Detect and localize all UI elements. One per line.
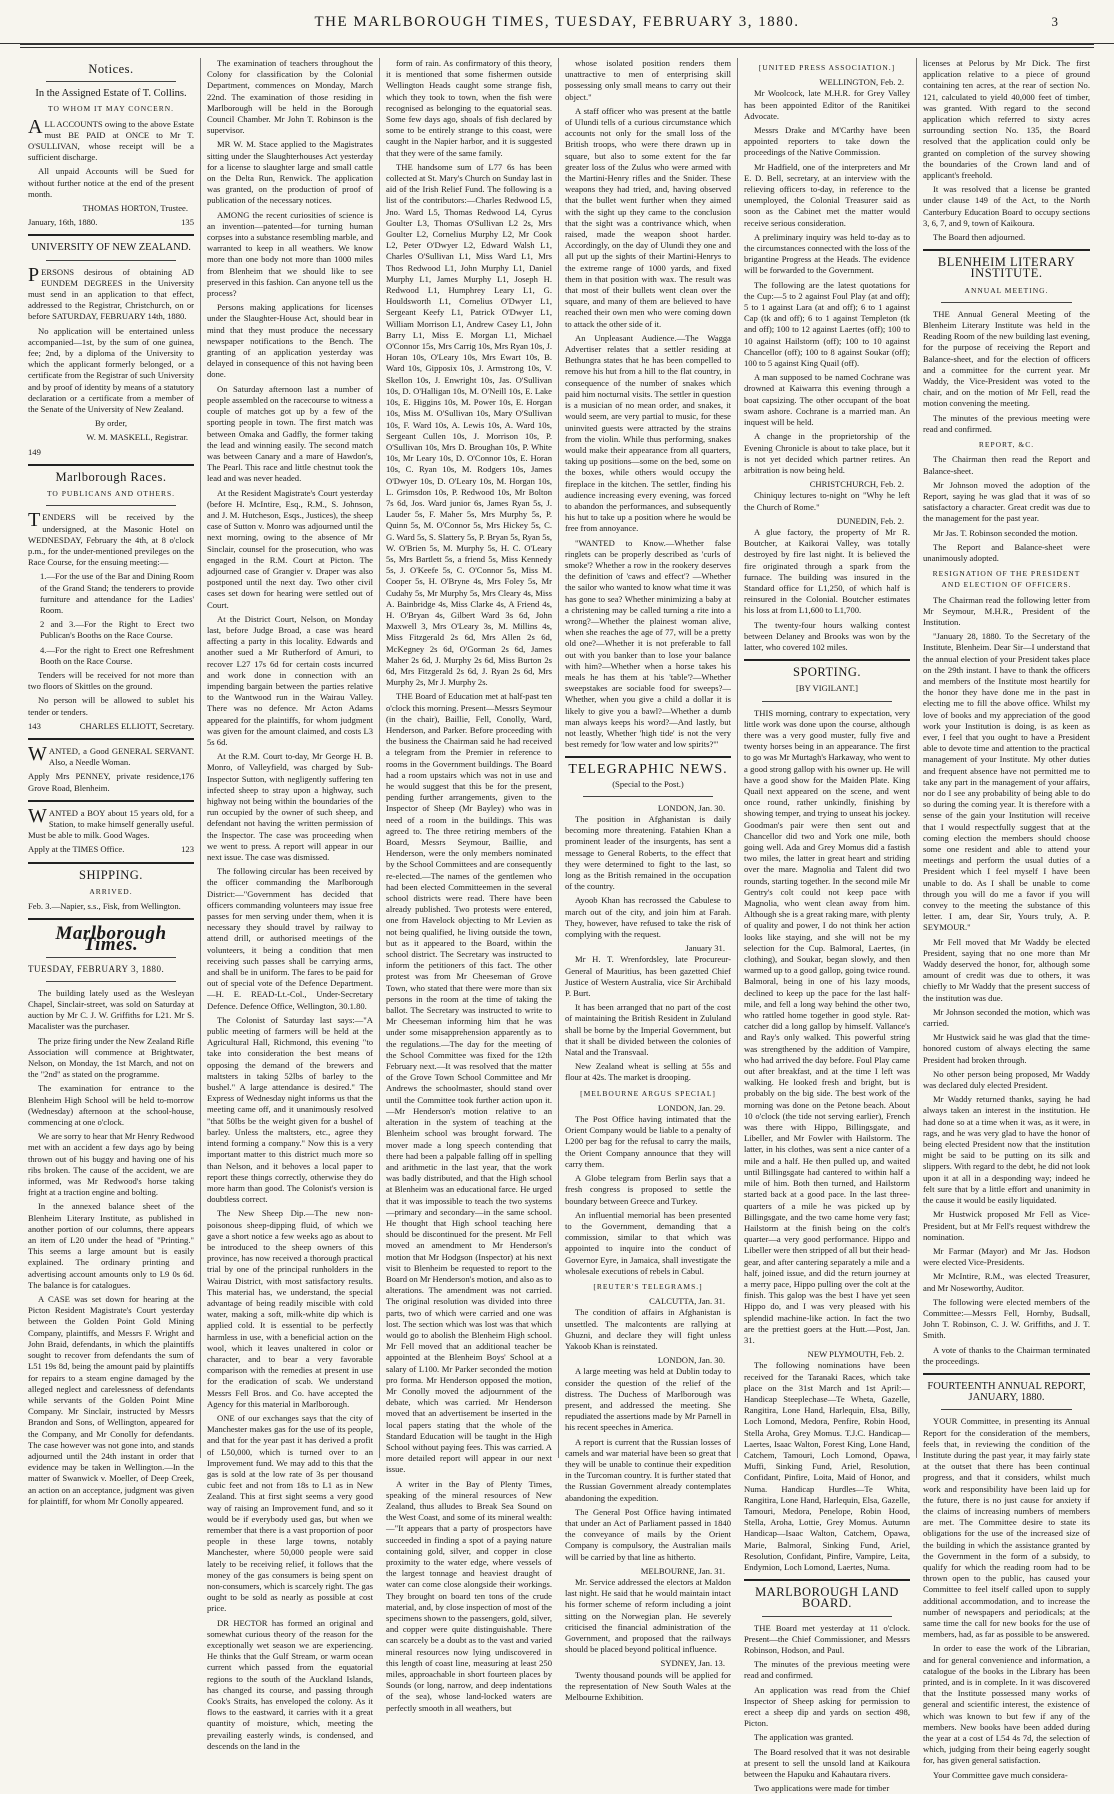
- news-paragraph: Mr Hustwick proposed Mr Fell as Vice-President, but at Mr Fell's request withdrew the nomination.: [923, 1209, 1090, 1242]
- column-2: [201, 58, 380, 1751]
- telegram: A Globe telegram from Berlin says that a fresh congress is proposed to settle the boundary between Greece and Turkey.: [565, 1173, 731, 1206]
- literary-institute-subheading: ANNUAL MEETING.: [964, 285, 1049, 295]
- divider: [923, 1373, 1090, 1375]
- shipping-subheading: ARRIVED.: [89, 886, 133, 896]
- telegram-source: [MELBOURNE ARGUS SPECIAL]: [580, 1088, 716, 1098]
- news-paragraph: AMONG the recent curiosities of science is an invention—patented—for turning human corpses into a substance resembling marble, and warranted to keep in all weathers. We know more than one body not more than 1000 miles from Blenheim that we should like to see preserved in this fashion. Can anyone tell us the process?: [207, 209, 373, 299]
- news-paragraph: The New Sheep Dip.—The new non-poisonous sheep-dipping fluid, of which we gave a short notice a few weeks ago as about to be introduced to the sheep owners of this province, has now received a thorough practical trial by one of the principal runholders in the Wairau District, with most satisfactory results. This material has, we understand, the special advantage of being readily miscible with cold water, making a soft, milk-white dip which is applied cold. It is essential to be perfectly harmless in use, with a beneficial action on the wool, which it leaves unaltered in color or character, and to bear a very favorable comparison with the remedies at present in use for the eradication of scab. We understand Messrs Fell Bros. and Co. have accepted the Agency for this material in Marlborough.: [207, 1208, 373, 1409]
- local-news-item: The examination for entrance to the Blenheim High School will be held to-morrow (Wednesday) afternoon at the school-house, commencing at one o'clock.: [28, 1083, 194, 1128]
- races-subheading: TO PUBLICANS AND OTHERS.: [46, 489, 176, 499]
- dateline: LONDON, Jan. 30.: [657, 802, 725, 813]
- notice-body: PERSONS desirous of obtaining AD EUNDEM DEGREES in the University must send in an application to that effect, addressed to the Registrar, Christchurch, on or before SATURDAY, FEBRUARY 14th, 1880.: [28, 263, 194, 322]
- notice-body: All unpaid Accounts will be Sued for without further notice at the end of the present month.: [28, 166, 194, 199]
- telegram: Mr. Service addressed the electors at Maldon last night. He said that he would maintain intact his former scheme of reform including a joint sitting on the Norwegian plan. He severely criticised the financial administration of the Government, and proposed that the railways should be placed beyond political influence.: [565, 1577, 731, 1655]
- dateline: WELLINGTON, Feb. 2.: [819, 77, 904, 88]
- news-paragraph: MR W. M. Stace applied to the Magistrates sitting under the Slaughterhouses Act yesterday for a license to slaughter large and small cattle on the Delta Run, Renwick. The application was granted, on the production of proof of publication of the necessary notices.: [207, 139, 373, 206]
- sporting-heading: SPORTING.: [793, 665, 861, 680]
- divider: [28, 862, 194, 864]
- news-paragraph: form of rain. As confirmatory of this theory, it is mentioned that some fishermen outside Wellington Heads caught some strange fish, which they took to town, when the fish were recognised as belonging to the equatorial seas. Some few days ago, shoals of fish declared by some to be entirely strange to this coast, were caught in the Napier harbor, and it is suggested that they were of the same family.: [386, 58, 552, 158]
- divider: [762, 1616, 892, 1617]
- local-news-item: The prize firing under the New Zealand Rifle Association will commence at Brightwater, Nelson, on Monday, the 1st March, and not on the "2nd" as stated on the programme.: [28, 1035, 194, 1080]
- page-columns: [22, 58, 1096, 1794]
- news-paragraph: No other person being proposed, Mr Waddy was declared duly elected President.: [923, 1068, 1090, 1091]
- wanted-apply: Apply at the TIMES Office.: [28, 844, 125, 855]
- telegram: Messrs Drake and M'Carthy have been appointed reporters to take down the proceedings of the Native Commission.: [744, 125, 910, 158]
- news-paragraph: Mr Johnson moved the adoption of the Report, saying he was glad that it was of so satisfactory a character. Great credit was due to the management for the past year.: [923, 479, 1090, 524]
- telegram: The position in Afghanistan is daily becoming more threatening. Fatahien Khan a prominent leader of the insurgents, has sent a message to General Roberts, to the effect that they were determined to fight to the last, so long as the British remained in the occupation of the country.: [565, 814, 731, 892]
- news-paragraph: The Colonist of Saturday last says:—"A public meeting of farmers will be held at the Agricultural Hall, Richmond, this evening "to take into consideration the best means of opposing the demand of the brewers and maltsters in taking 52lbs of barley to the bushel." A large attendance is desired." The Express of Wednesday night informs us that the meeting came off, and it unanimously resolved "that 50lbs be the weight given for a bushel of barley. Unless the maltsters, etc., agree they intend forming a company." Now this is a very important matter to this district much more so than Nelson, and it behoves a local paper to report these things correctly, otherwise they do more harm than good. The Colonist's version is doubtless correct.: [207, 1014, 373, 1205]
- section-subheading: REPORT, &C.: [978, 440, 1035, 450]
- notice-signature: W. M. MASKELL, Registrar.: [86, 432, 188, 443]
- news-paragraph: The minutes of the previous meeting were read and confirmed.: [923, 412, 1090, 434]
- news-paragraph: THE Board of Education met at half-past ten o'clock this morning. Present—Messrs Seymour (in the chair), Baillie, Fell, Conolly, Ward, Henderson, and Parker. Before proceeding with the business the Chairman said he had received a telegram from the Premier in reference to rooms in the Government buildings. The Board had a room upstairs which was not in use and he would suggest that this be for the present, pending further arrangements, given to the Inspector of Sheep (Mr Bayley) who was in need of a room in the buildings. This was agreed to. The three retiring members of the Board, Messrs Seymour, Baillie, and Henderson, were the only members nominated by the School Committees and are consequently re-elected.—The names of the gentlemen who had been elected Committeemen in the several school districts were read. There have been already published. Two protests were entered, one from Havelock objecting to Mr Levien as not being qualified, he living outside the town, but as it appeared to the Board, within the school district. The Secretary was instructed to inform the petitioners of this fact. The other protest was from Mr Cheeseman of Grove Town, who stated that there were more than six persons in the room at the time of taking the ballot. The Secretary was instructed to write to Mr Cheeseman informing him that he was under some misapprehension apparently as to the regulations.—The day for the meeting of the School Committee was fixed for the 12th February next.—It was resolved that the matter of the Grove Town School Committee and Mr Andrews the schoolmaster, should stand over until the Committee took further action upon it.—Mr Henderson's motion relative to an alteration in the system of teaching at the Blenheim school was brought forward. The mover made a long speech contending that there had been a palpable falling off in spelling and arithmetic in the last year, that the work was badly distributed, and that the High school at Blenheim was an educational farce. He urged that it was impossible to teach the two systems—primary and secondary—in the same school. He thought that High school teaching here should be discontinued for the present. Mr Fell moved an amendment to Mr Henderson's motion that Mr Hodgson (Inspector) at his next visit to Blenheim be requested to report to the Board on Mr Henderson's motion, and also as to alterations. The amendment was not carried. The original resolution was divided into three parts, two of which were carried and one was lost. The section which was lost was that which would go to abolish the Blenheim High school. Mr Fell moved that an additional teacher be appointed at the Blenheim Boys' School at a salary of L100. Mr Parker seconded the motion pro forma. Mr Henderson opposed the motion, Mr Conolly moved the adjournment of the debate, which was carried. Mr Henderson moved that an advertisement be inserted in the local papers stating that the whole of the Standard Education will be taught in the High School without paying fees. This was carried. A more detailed report will appear in our next issue.: [386, 691, 553, 1475]
- sporting-article: THIS morning, contrary to expectation, very little work was done upon the course, although there was a very good muster, fully five and twenty horses being in an appearance. The first to go was Mr Murtagh's Harkaway, who went to a good strong gallop with his owner up. He will have a good show for the Maiden Plate. King Quail next appeared on the scene, and went once round, rather unkindly, finishing by showing temper, and trying to unseat his jockey. Goodman's pair were then sent out and Chancellor did two and York one mile, both going well. Ada and Grey Momus did a fastish two miles, the latter in great heart and striding over the mare. Magnolia and Talent did two rounds, starting together. In the second mile Mr Gentry's colt could not keep pace with Magnolia, who went clean away from him. Although she is a great raking mare, with plenty of quality and power, I do not think her action looks like staying, and she will not be my selection for the Cup. Balmoral, Laertes, (in clothing), and Soukar, began slowly, and then warmed up to a good gallop, going twice round. Balmoral, being in one of his lazy moods, declined to keep up the pace for the last half-mile, and fell a long way behind the other two, who rattled home together in good style. Rat-catcher did a long gallop by himself. Vallance's and Ray's only walked. This powerful string was strengthened by the addition of Vampire, who had arrived the day before. Foul Play came out after breakfast, and at the time I left was walking. He looked fresh and bright, but is probably on the big side. The best work of the morning was done on the Petone beach. About 10 o'clock (the tide not serving earlier), French was there with Hippo, Billingsgate, and Libeller, and Mr Fowler with Hailstorm. The latter, in his clothes, was sent a nice canter of a mile and a half. He then pulled up, and waited until Billingsgate had cantered to within half a mile of him. Both then turned, and Hailstorm started back at a good pace. In the last three-quarters of a mile he was picked up by Billingsgate, and the two came home very fast; Hailstorm at the finish being on the colt's quarter—a very good performance. Hippo and Libeller were then stripped of all but their head-gear, and after cantering separately a mile and a half, joined issue, and did the return journey at a merry pace, Hippo pulling over the colt at the finish. This galop was the best I have yet seen Hippo do, and I was very pleased with his splendid machine-like action. In fact the two are the prettiest goers at the Hutt.—Post, Jan. 31.: [744, 707, 910, 1345]
- news-paragraph: "WANTED to Know.—Whether false ringlets can be properly described as 'curls of smoke'? Whether a row in the rookery deserves the definition of 'caws and effect'? —Whether the sailor who wanted to know what time it was has gone to sea? Whether minimizing a baby at a christening may be called turning a rite into a wrong?—Whether the plainest woman alive, when she reaches the age of 77, will be a pretty old one?—Whether it is not preferable to fall out with you banker than to lose your balance with him?—Whether when a horse takes his meals he has them at his 'table'?—Whether sweepstakes are sociable food for sweeps?—Whether, when you give a child a dollar it is likely to give you a bawl?—Whether a dumb man always keeps his word?—And lastly, but not leastly, Whether 'high tide' is not the very best remedy for 'low water and low spirits?'": [565, 537, 731, 750]
- dateline: SYDNEY, Jan. 13.: [660, 1658, 725, 1669]
- notice-signature: THOMAS HORTON, Trustee.: [82, 203, 188, 214]
- notice-order: By order,: [94, 418, 128, 429]
- news-paragraph: At the R.M. Court to-day, Mr George H. B. Monro, of Valleyfield, was charged by Sub-Inspector Sutton, with negligently suffering ten infected sheep to stray upon a highway, such highway not being within the boundaries of the run occupied by the owner of such sheep, and defendant not having the written permission of the Inspector. The case was proceeding when we went to press. A report will appear in our next issue. The case was dismissed.: [207, 751, 373, 863]
- news-paragraph: The examination of teachers throughout the Colony for classification by the Colonial Department, commences on Monday, March 22nd. The examination of those residing in Marlborough will be held in the Borough Council Chamber. Mr John T. Robinson is the supervisor.: [207, 58, 373, 136]
- shipping-entry: Feb. 3.—Napier, s.s., Fisk, from Wellington.: [28, 900, 181, 911]
- literary-institute-heading: BLENHEIM LITERARY INSTITUTE.: [937, 255, 1076, 281]
- notice-number: 149: [28, 446, 41, 457]
- news-paragraph: The Report and Balance-sheet were unanimously adopted.: [923, 541, 1090, 563]
- news-paragraph: Persons making applications for licenses under the Slaughter-House Act, should bear in mind that they must produce the necessary newspaper notifications to the Bench. The granting of an application yesterday was delayed in consequence of this not having been done.: [207, 302, 373, 380]
- telegram: A large meeting was held at Dublin today to consider the question of the relief of the distress. The Duchess of Marlborough was present, and addressed the meeting. She repudiated the assertions made by Mr Parnell in his recent speeches in America.: [565, 1366, 731, 1433]
- races-body: No person will be allowed to sublet his tender or tenders.: [28, 695, 194, 717]
- annual-report-heading: FOURTEENTH ANNUAL REPORT, JANUARY, 1880.: [927, 1380, 1086, 1404]
- telegram: Mr Hadfield, one of the interpreters and Mr E. D. Bell, secretary, at an interview with the relieving officers to-day, in reference to the unemployed, the Colonial Treasurer said as soon as the Cabinet met the matter would receive serious consideration.: [744, 161, 910, 228]
- wanted-apply: Apply Mrs PENNEY, private residence, Grove Road, Blenheim.: [28, 771, 182, 793]
- news-paragraph: On Saturday afternoon last a number of people assembled on the racecourse to witness a couple of matches got up by a few of the sporting people in town. The first match was between Omaka and Gadfly, the former taking the lead and winning easily. The second match was between Canary and a mare of Hawdon's, The Pearl. This race and little chestnut took the lead and was never headed.: [207, 383, 373, 484]
- list-item: 2 and 3.—For the Right to Erect two Publican's Booths on the Race Course.: [40, 619, 194, 641]
- news-paragraph: The minutes of the previous meeting were read and confirmed.: [744, 1659, 910, 1681]
- dateline: LONDON, Jan. 29.: [657, 1102, 725, 1113]
- divider: [28, 738, 194, 740]
- divider: [46, 957, 176, 958]
- news-paragraph: THE Board met yesterday at 11 o'clock. Present—the Chief Commissioner, and Messrs Robinson, Hodson, and Paul.: [744, 1622, 910, 1656]
- column-4: [559, 58, 738, 1703]
- news-paragraph: The Chairman then read the Report and Balance-sheet.: [923, 454, 1090, 476]
- telegram: The General Post Office having intimated that under an Act of Parliament passed in 1840 the conveyance of mails by the Orient Company is compulsory, the Australian mails will be carried by that line as hitherto.: [565, 1506, 731, 1562]
- divider: [744, 1579, 910, 1581]
- telegram: The Post Office having intimated that the Orient Company would be liable to a penalty of L200 per bag for the refusal to carry the mails, the Orient Company announce that they will carry them.: [565, 1114, 731, 1169]
- news-paragraph: The application was granted.: [754, 1732, 854, 1743]
- notice-dateline: [28, 217, 194, 228]
- telegram: A change in the proprietorship of the Evening Chronicle is about to take place, but it is not yet decided which partner retires. An arbitration is now being held.: [744, 431, 910, 475]
- news-paragraph: licenses at Pelorus by Mr Dick. The first application relative to a piece of ground containing ten acres, at the rear of section No. 121, calculated to yield 40,000 feet of timber, was granted. With regard to the second application which referred to sixty acres surrounding section No. 135, the Board resolved that the application could only be granted on completion of the survey showing the boundaries of the Crown land and of applicant's freehold.: [923, 58, 1090, 181]
- news-paragraph: An application was read from the Chief Inspector of Sheep asking for permission to erect a sheep dip and yards on section 498, Picton.: [744, 1684, 910, 1729]
- newspaper-title: Marlborough Times.: [55, 923, 167, 956]
- news-paragraph: The following were elected members of the Committee:—Messrs Fell, Hornby, Budsall, John T. Robinson, C. J. W. Griffiths, and J. T. Smith.: [923, 1296, 1090, 1341]
- column-3: [380, 58, 559, 1713]
- telegram: Mr H. T. Wrenfordsley, late Procureur-General of Mauritius, has been gazetted Chief Justice of Western Australia, vice Sir Archibald P. Burt.: [565, 954, 731, 999]
- telegram: A man supposed to be named Cochrane was drowned at Kaiwarra this evening through a boat capsizing. The other occupant of the boat swam ashore. Cochrane is a married man. An inquest will be held.: [744, 372, 910, 428]
- news-paragraph: At the District Court, Nelson, on Monday last, before Judge Broad, a case was heard affecting a party in this locality. Edwards and another sued a Mr Rutherford of Amuri, to recover L27 17s 6d for certain costs incurred and work done in connection with an impending bargain between the parties relative to the Wantwood run in the Wairau Valley. There was no defence. Mr Acton Adams appeared for the plaintiffs, for whom judgment was given for the amount claimed, and costs L3 5s 6d.: [207, 613, 373, 747]
- telegram: An influential memorial has been presented to the Government, demanding that a commission, similar to that which was appointed to inquire into the conduct of Governor Eyre, in Jamaica, shall investigate the wholesale executions of rebels in Cabul.: [565, 1209, 731, 1276]
- divider: [46, 81, 176, 82]
- news-paragraph: Your Committee gave much considera-: [933, 1769, 1068, 1780]
- local-news-item: We are sorry to hear that Mr Henry Redwood met with an accident a few days ago by being thrown out of his buggy and having one of his ribs broken. The cause of the accident, we are informed, was Mr Redwood's horse taking fright at a traction engine and bolting.: [28, 1131, 194, 1198]
- masthead-title: THE MARLBOROUGH TIMES, TUESDAY, FEBRUARY 3, 1880.: [314, 14, 800, 30]
- news-paragraph: In order to ease the work of the Librarian, and for general convenience and information, a catalogue of the books in the Library has been printed, and is in complete. In it was discovered that the Institute possessed many works of general and scientific interest, the existence of which was known to but few if any of the members. New books have been added during the year at a cost of L54 4s 7d, the selection of which, judging from their being eagerly sought for, has given general satisfaction.: [923, 1643, 1090, 1766]
- news-paragraph: THE handsome sum of L77 6s has been collected at St. Mary's Church on Sunday last in aid of the Irish Relief Fund. The following is a list of the contributors:—Charles Redwood L5, Jno. Ward L5, Thomas Redwood L4, Cyrus Goulter L3, Thomas O'Sullivan L2 2s, Mrs Goulter L2, Cornelius Murphy L2, Mr Cook L2, Peter O'Dwyer L2, Edward Walsh L1, Charles O'Sullivan L1, Miss Ward L1, Mrs Thos Redwood L1, John Murphy L1, Daniel Murphy L1, James Murphy L1, Joseph H. Redwood L1, Humphrey Leary L1, G. Houldsworth L1, Cornelius O'Dwyer L1, Sergeant Keefy L1, Patrick O'Dwyer L1, William Morrison L1, Andrew Casey L1, John Barry L1, Miss E. Morgan L1, Michael O'Connor 15s, Mrs Carrig 10s, Mrs Ryan 10s, J. Horan 10s, O'Leary 10s, Mrs Ewart 10s, B. Ward 10s, Gipposix 10s, J. Armstrong 10s, V. Skellon 10s, J. Enwright 10s, Jas. O'Sullivan 10s, D. O'Halligan 10s, M. O'Neill 10s, E. Lake 10s, E. Higgins 10s, M. Power 10s, E. Horgan 10s, Miss M. O'Sullivan 10s, Mary O'Sullivan 10s, F. Ward 10s, A. Lewis 10s, A. Ward 10s, Sergeant Cullen 10s, J. Morrison 10s, P. O'Sullivan 10s, Mrs D. Broughan 10s, P. White 10s, Mr Leary 10s, D. O'Connor 10s, E. Horan 10s, C. Ryan 10s, M. Rodgers 10s, James O'Dwyer 10s, D. O'Leary 10s, M. Horgan 10s, L. Grimsdon 10s, P. Redwood 10s, Mr Bolton 7s 6d, Jos. Ward junior 6s, James Ryan 5s, J. Lauder 5s, F. Maher 5s, Mrs Murphy 5s, P. Quinn 5s, M. O'Connor 5s, Mrs Hickey 5s, C. G. Ward 5s, S. Slattery 5s, P. Bryan 5s, Ryan 5s, W. O'Brien 5s, M. Murphy 5s, H. C. O'Leary 5s, Mrs Bartlett 5s, a friend 5s, Miss Kennedy 5s, J. O'Keefe 5s, C. O'Connor 5s, Miss M. Cooper 5s, H. O'Bryne 4s, Mrs Foley 5s, Mr Cudahy 5s, Mr Murphy 5s, Mrs Cleary 4s, Miss A. Bainbridge 4s, Miss Clarke 4s, A Friend 4s, H. O'Bryan 4s, Gilbert Ward 3s 6d, John Maxwell 3, Mrs O'Leary 3s, M. Millins 4s, Miss Fitzgerald 2s 6d, Mrs Allen 2s 6d, McKegney 2s 6d, O'Gorman 2s 6d, James Maher 2s 6d, J. Murphy 2s 6d, Miss Burton 2s 6d, Mrs Fitzgerald 2s 6d, J. Ryan 2s 6d, Mrs Murphy 2s, Mr J. Murphy 2s.: [386, 161, 552, 688]
- divider: [941, 1409, 1072, 1410]
- dateline: CHRISTCHURCH, Feb. 2.: [809, 479, 904, 490]
- local-news-item: In the annexed balance sheet of the Blenheim Literary Institute, as published in another portion of our columns, there appears an item of L20 under the head of "Printing." This seems a large amount but is easily explained. The ordinary printing and advertising account amounts only to L9 0s 6d. The balance is for catalogues.: [28, 1201, 194, 1290]
- section-subheading: RESIGNATION OF THE PRESIDENT AND ELECTION OF OFFICERS.: [932, 569, 1081, 590]
- divider: [762, 701, 892, 702]
- wanted-ad: WANTED a BOY about 15 years old, for a Station, to make himself generally useful. Must be able to milk. Good Wages.: [28, 804, 194, 841]
- masthead-rule: [20, 44, 1094, 48]
- races-body: TENDERS will be received by the undersigned, at the Masonic Hotel on WEDNESDAY, February the 4th, at 8 o'clock p.m., for the under-mentioned previleges on the Race Course, for the ensuing meeting:—: [28, 509, 194, 568]
- notice-body: No application will be entertained unless accompanied—1st, by the sum of one guinea, fee; 2nd, by a diploma of the University to which the applicant formerly belonged, or a certificate from the Registrar of such University and by proof of identity by means of a statutory declaration or a certificate from a member of the Senate of the University of New Zealand.: [28, 325, 194, 415]
- news-paragraph: Mr Hustwick said he was glad that the time-honored custom of always electing the same President had broken through.: [923, 1032, 1090, 1065]
- news-paragraph: The Board then adjourned.: [933, 232, 1026, 243]
- news-paragraph: Mr Farmar (Mayor) and Mr Jas. Hodson were elected Vice-Presidents.: [923, 1245, 1090, 1268]
- news-paragraph: Mr Johnson seconded the motion, which was carried.: [923, 1006, 1090, 1029]
- local-news-item: The building lately used as the Wesleyan Chapel, Sinclair-street, was sold on Saturday at auction by Mr C. J. W. Griffiths for L21. Mr S. Macalister was the purchaser.: [28, 987, 194, 1032]
- telegram: A glue factory, the property of Mr R. Boutcher, at Kaikorai Valley, was totally destroyed by fire last night. It is believed the fire originated through a spark from the furnace. The building was insured in the Standard office for L1,250, of which half is reinsured in the Colonial. Boutcher estimates his loss at from L1,600 to L1,700.: [744, 526, 910, 616]
- news-paragraph: The Chairman read the following letter from Mr Seymour, M.H.R., President of the Institution.: [923, 594, 1090, 627]
- dateline: LONDON, Jan. 30.: [657, 1355, 725, 1366]
- divider: [565, 756, 731, 758]
- column-5: [738, 58, 917, 1794]
- news-paragraph: A writer in the Bay of Plenty Times, speaking of the mineral resources of New Zealand, thus alludes to Break Sea Sound on the West Coast, and some of its mineral wealth:—"It appears that a party of prospectors have succeeded in finding a spot of a paying nature containing gold, silver, and copper in close proximity to the water edge, where vessels of the largest tonnage and heaviest draught of water can come close alongside their workings. They brought on board ten tons of the crude material, and, by close inspection of most of the specimens shown to the passengers, gold, silver, and copper were quite distinguishable. There can scarcely be a doubt as to the vast and varied mineral resources now lying undiscovered in this length of coast line, measuring at least 250 miles, approachable in short fourteen places by Sounds (or long, narrow, and deep indentations of the sea), whose land-locked waters are perfectly smooth in all weathers, but: [386, 1478, 553, 1713]
- notice-body: ALL ACCOUNTS owing to the above Estate must BE PAID at ONCE to Mr T. O'SULLIVAN, whose receipt will be a sufficient discharge.: [28, 115, 194, 163]
- list-item: 4.—For the right to Erect one Refreshment Booth on the Race Course.: [40, 644, 194, 666]
- news-paragraph: YOUR Committee, in presenting its Annual Report for the consideration of the members, feels that, in reviewing the condition of the Institute during the past year, it may fairly state at the outset that there has been continual progress, and that it considers, whilst much work and responsibility have been laid up for the future, there is no just cause for anxiety if the claims of increasing numbers of members are met. The Committee desire to state its obligations for the use of the increased size of the building in which the assistance granted by the Government in the form of a subsidy, to qualify for which the reading room had to be thrown open to the public, has caused your Committee to feel itself called upon to supply additional accommodation, and to increase the number of newspapers and periodicals; at the same time the call for new books for the use of members, had, as far as possible to be answered.: [923, 1416, 1090, 1640]
- races-signature: [28, 721, 194, 732]
- news-paragraph: Two applications were made for timber: [754, 1783, 890, 1794]
- local-news-item: A CASE was set down for hearing at the Picton Resident Magistrate's Court yesterday between the Golden Point Gold Mining Company, plaintiffs, and Messrs F. Wright and John Braid, defendants, in which the plaintiffs sought to recover from defendants the sum of L51 19s 8d, being the amount paid by plaintiffs for repairs to a steam engine damaged by the alleged neglect and carelessness of defendants while servants of the Golden Point Mine Company. Mr Sinclair, instructed by Messrs Brandon and Sons, of Wellington, appeared for the Company, and Mr Conolly for defendants. The case however was not gone into, and stands adjourned until the 24th instant in order that evidence may be taken in Wellington.—In the matter of Swanwick v. Moeller, of Deep Creek, an action on an acceptance, judgment was given for plaintiff, for whom Mr Conolly appeared.: [28, 1294, 194, 1506]
- sporting-article: The following nominations have been received for the Taranaki Races, which take place on the 31st March and 1st April:—Handicap Steeplechase—Te Wheta, Gazelle, Rangitira, Lone Hand, Harlequin, Elsa, Billy, Loch Lomond, Medora, Penfire, Robin Hood, Stella Aroha, Grey Momus. T.J.C. Handicap—Laertes, Isaac Walton, Forest King, Lone Hand, Catchem, Tamouri, Loch Lomond, Opawa, Muffi, Sinking Fund, Ariel, Resolution, Confidant, Pinfire, Loita, Maid of Honor, and Numa. Handicap Hurdles—Te Whita, Rangitira, Lone Hand, Harlequin, Elsa, Gazelle, Tamouri, Medora, Penelope, Robin Hood, Stella, Aroha, Lottie, Grey Momus. Autumn Handicap—Isaac Walton, Catchem, Opawa, Marie, Balmoral, Sinking Fund, Ariel, Resolution, Confidant, Pinfire, Vampire, Leita, Endymion, Loch Lomond, Laertes, Numa.: [744, 1360, 910, 1572]
- divider: [923, 249, 1090, 251]
- news-paragraph: THE Annual General Meeting of the Blenheim Literary Institute was held in the Reading Room of the new building last evening, for the purpose of receiving the Report and Balance-sheet, and for the election of officers and a committee for the current year. Mr Waddy, the Vice-President was voted to the chair, and on the motion of Mr Fell, read the motion convening the meeting.: [923, 308, 1090, 409]
- divider: [28, 800, 194, 802]
- column-6: [917, 58, 1096, 1780]
- dateline: DUNEDIN, Feb. 2.: [836, 515, 904, 526]
- news-paragraph: An Unpleasant Audience.—The Wagga Advertiser relates that a settler residing at Bethungra states that he has been compelled to remove his hut from a hill to the flat country, in consequence of the number of snakes which paid him nocturnal visits. The settler in question is a musician of no mean order, and snakes, it would seem, are very partial to music, for these uninvited guests were attracted by the strains from the violin. While thus performing, snakes would make their appearance from all quarters, taking up positions—some on the bed, some on the boxes, while others would occupy the fireplace in the kitchen. The settler, finding his audience increasing every evening, was forced to abandon the performances, and subsequently his hut to take up a position where he would be free from annoyance.: [565, 332, 731, 534]
- news-paragraph: A vote of thanks to the Chairman terminated the proceedings.: [923, 1344, 1090, 1366]
- telegraphic-heading: TELEGRAPHIC NEWS.: [568, 762, 728, 778]
- divider: [583, 796, 713, 797]
- news-paragraph: "January 28, 1880. To the Secretary of the Institute, Blenheim. Dear Sir—I understand that the annual election of your President takes place on the 29th instant. I have to thank the officers and members of the Institute most heartily for the honor they have done me in the past in electing me to fill the above office. Whilst my love of books and my appreciation of the good work your Institution is doing, is as keen as ever, I feel that you ought to have a President able to devote time and attention to the practical management of your Institute. My other duties and frequent absence have not permitted me to take any part in the management of your affairs, nor do I see any probability of being able to do so during the coming year. It is therefore with a sense of the gain your Institution will receive that I would respectfully suggest that at the coming election the members should choose some one resident and able to attend your meetings and perform the usual duties of a President which I feel myself I have been unable to do. As I shall be unable to come through you will do me a favor if you will convey to the meeting the substance of this letter. I am, dear Sir, Yours truly, A. P. SEYMOUR.": [923, 631, 1090, 933]
- races-items: [28, 571, 194, 667]
- notice-title: UNIVERSITY OF NEW ZEALAND.: [31, 242, 191, 254]
- column-1: [22, 58, 201, 1506]
- telegram-source: [REUTER'S TELEGRAMS.]: [593, 1281, 703, 1291]
- telegraphic-subheading: (Special to the Post.): [612, 778, 684, 789]
- telegram: The twenty-four hours walking contest between Delaney and Brooks was won by the latter, who covered 102 miles.: [744, 619, 910, 652]
- land-board-heading: MARLBOROUGH LAND BOARD.: [755, 1585, 899, 1611]
- notice-dateline: [28, 447, 194, 458]
- notice-subtitle: TO WHOM IT MAY CONCERN.: [48, 104, 174, 114]
- divider: [46, 981, 176, 982]
- divider: [28, 918, 194, 920]
- notice-title: In the Assigned Estate of T. Collins.: [35, 88, 187, 100]
- news-paragraph: Mr Waddy returned thanks, saying he had always taken an interest in the institution. He had done so at a time when it was, as it were, in rags, and he was very glad to have the honor of being elected President now that the institution might be said to be putting on its silk and slippers. With regard to the debt, he did not look upon it at all in a desponding way; indeed he felt sure that by a little effort and unanimity in the cause it would be easily liquidated.: [923, 1094, 1090, 1206]
- notices-heading: Notices.: [88, 62, 134, 76]
- notice-number: 143: [28, 720, 41, 731]
- telegram: The following are the latest quotations for the Cup:—5 to 2 against Foul Play (at and off); 5 to 1 against Lara (at and off); 6 to 1 against Cap (tk and off); 6 to 1 against Templeton (tk and off); 100 to 12 against Laertes (off); 100 to 10 against Hailstorm (off); 100 to 10 against Chancellor (off); 100 to 8 against Soukar (off); 100 to 5 against King Quail (off).: [744, 279, 910, 369]
- news-paragraph: Mr Jas. T. Robinson seconded the motion.: [933, 527, 1078, 538]
- telegram-source: [UNITED PRESS ASSOCIATION.]: [758, 63, 896, 72]
- wanted-ad: WANTED, a Good GENERAL SERVANT. Also, a Needle Woman.: [28, 742, 194, 768]
- telegram: A preliminary inquiry was held to-day as to the circumstances connected with the loss of the brigantine Progress at the Heads. The evidence will be forwarded to the Government.: [744, 231, 910, 276]
- divider: [28, 234, 194, 236]
- news-paragraph: The Board resolved that it was not desirable at present to sell the unsold land at Kaikoura between the Hapuku and Kahautara rivers.: [744, 1746, 910, 1780]
- news-paragraph: whose isolated position renders them unattractive to men of enterprising skill possessing only small means to carry out their object.": [565, 58, 731, 102]
- telegram: Ayoob Khan has recrossed the Cabulese to march out of the city, and join him at Farah. They, however, have refused to take the risk of complying with the request.: [565, 895, 731, 940]
- notice-number: 135: [181, 217, 194, 228]
- wanted-ad-footer: [28, 844, 194, 855]
- masthead: [0, 0, 1114, 44]
- telegram: A report is current that the Russian losses of camels and war material have been so great that they will be unable to continue their expedition in the Turcoman country. It is further stated that the Russian Government already contemplates abandoning the expedition.: [565, 1436, 731, 1503]
- races-body: Tenders will be received for not more than two floors of Skittles on the ground.: [28, 669, 194, 692]
- telegram: New Zealand wheat is selling at 55s and flour at 42s. The market is drooping.: [565, 1061, 731, 1083]
- news-paragraph: The following circular has been received by the officer commanding the Marlborough District:—"Government has decided that officers commanding volunteers may issue free passes for men serving under them, when it is necessary they should travel by railway to attend drill, or authorised meetings of the volunteers, it being a condition that men receiving such passes shall be carrying arms, and shall be in uniform. The fares to be paid for out of special vote of the Defence Department.—H. E. READ-Lt.-Col., Under-Secretary Defence. Defence Office, Wellington, 30.1.80.: [207, 866, 373, 1011]
- dateline: CALCUTTA, Jan. 31.: [649, 1296, 725, 1307]
- divider: [46, 505, 176, 506]
- notice-number: 123: [181, 844, 194, 855]
- wanted-ad-footer: [28, 771, 194, 793]
- news-paragraph: Mr Fell moved that Mr Waddy be elected President, saying that no one more than Mr Waddy deserved the honor, for, although some amount of credit was due to others, it was chiefly to Mr Waddy that the present success of the institution was due.: [923, 936, 1090, 1003]
- notice-date: January, 16th, 1880.: [28, 217, 98, 228]
- races-heading: Marlborough Races.: [55, 469, 167, 484]
- divider: [46, 260, 176, 261]
- dateline: NEW PLYMOUTH, Feb. 2.: [807, 1349, 904, 1360]
- notice-number: 176: [181, 771, 194, 782]
- list-item: 1.—For the use of the Bar and Dining Room of the Grand Stand; the tenderers to provide furniture and attendance for the Ladies' Room.: [40, 571, 194, 615]
- divider: [28, 464, 194, 466]
- shipping-heading: SHIPPING.: [79, 867, 143, 882]
- news-paragraph: DR HECTOR has formed an original and somewhat curious theory of the reason for the exceptionally wet season we are experiencing. He thinks that the Gulf Stream, or warm ocean current which passed from the equatorial regions to the south of the Auckland Islands, has changed its course, and passing through Cook's Straits, has enveloped the colony. As it flows to the eastward, it carries with it a great quantity of moisture, which, meeting the prevailing easterly winds, is condensed, and descends on the land in the: [207, 1617, 373, 1751]
- news-paragraph: ONE of our exchanges says that the city of Manchester makes gas for the use of its people, and that for the year past it has derived a profit of L50,000, which is turned over to an Improvement fund. We may add to this that the gas is sold at the low rate of 3s per thousand cubic feet and not from 18s to L1 as in New Zealand. This at first sight seems a very good way of raising an Improvement fund, and so it would be if everybody used gas, but when we remember that there is a vast proportion of poor people in these large towns, notably Manchester, where 50,000 people were said lately to be receiving relief, it follows that the money of the gas consumers is being spent on non-consumers, which is scarcely right. The gas ought to be sold as nearly as possible at cost price.: [207, 1412, 373, 1614]
- page-number: 3: [1051, 14, 1058, 29]
- news-paragraph: Mr McIntire, R.M., was elected Treasurer, and Mr Noseworthy, Auditor.: [923, 1271, 1090, 1293]
- divider: [941, 302, 1072, 303]
- news-paragraph: It was resolved that a license be granted under clause 149 of the Act, to the North Canterbury Education Board to occupy sections 3, 6, 7, and 9, town of Kaikoura.: [923, 184, 1090, 228]
- telegram: The condition of affairs in Afghanistan is unsettled. The malcontents are rallying at Ghuzni, and declare they will fight unless Yakoob Khan is reinstated.: [565, 1307, 731, 1351]
- sporting-subheading: [BY VIGILANT.]: [796, 683, 858, 694]
- telegram: Mr Woolcock, late M.H.R. for Grey Valley has been appointed Editor of the Ranitikei Advocate.: [744, 88, 910, 121]
- telegram: It has been arranged that no part of the cost of maintaining the British Resident in Zululand shall be borne by the Imperial Government, but that it shall be divided between the colonies of Natal and the Transvaal.: [565, 1002, 731, 1058]
- dateline: January 31.: [685, 943, 725, 954]
- telegram: Twenty thousand pounds will be applied for the representation of New South Wales at the Melbourne Exhibition.: [565, 1669, 731, 1703]
- news-paragraph: At the Resident Magistrate's Court yesterday (before H. McIntire, Esq., R.M., S. Johnson, and J. M. Hutcheson, Esqs., Justices), the sheep case of Sutton v. Monro was adjourned until the next morning, owing to the absence of Mr Sinclair, counsel for the prosecution, who was engaged in the R.M. Court at Picton. The adjourned case of Grangier v. Draper was also postponed until the next day. Two other civil cases set down for hearing were settled out of Court.: [207, 487, 373, 610]
- news-paragraph: A staff officer who was present at the battle of Ulundi tells of a curious circumstance which accounts not only for the small loss of the British troops, who were there drawn up in square, but also to some extent for the far greater loss of the Zulus who were armed with the Martini-Henry rifles and the Snider. These weapons they had tried, and, having observed that the bullet went further when they aimed with the sight up they came to the conclusion that the sight was a contrivance which, when raised, made the weapon shoot harder. Accordingly, on the day of Ulundi they one and all put up the sights of their Martini-Henrys to the extreme range of 1000 yards, and fixed them in that position with wax. The result was that most of their bullets went clean over the square, and many of them are believed to have reached their own men who were coming down to attack the other side of it.: [565, 105, 731, 329]
- notice-signature: CHARLES ELLIOTT, Secretary.: [79, 720, 194, 731]
- telegram: Chiniquy lectures to-night on "Why he left the Church of Rome.": [744, 490, 910, 512]
- newspaper-date: TUESDAY, FEBRUARY 3, 1880.: [28, 963, 165, 974]
- divider: [744, 659, 910, 661]
- dateline: MELBOURNE, Jan. 31.: [640, 1565, 725, 1576]
